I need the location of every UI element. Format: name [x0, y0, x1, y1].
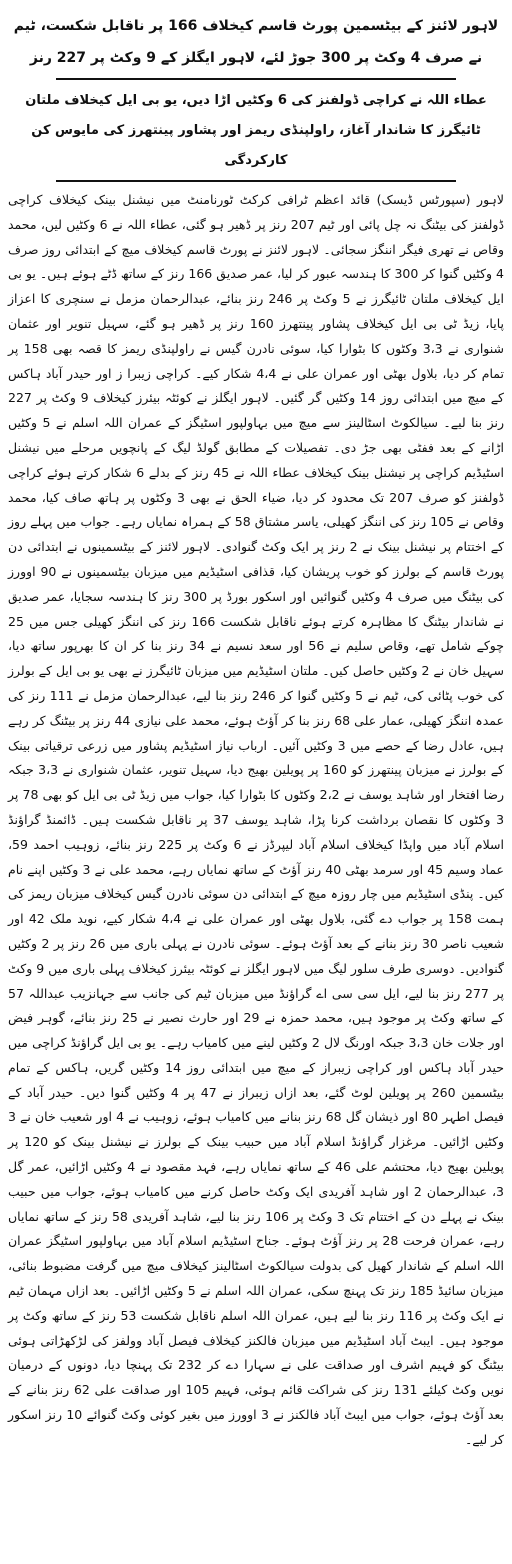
article-headline: لاہور لائنز کے بیٹسمین پورٹ قاسم کیخلاف 166 پر ناقابل شکست، ٹیم نے صرف 4 وکٹ پر 300 جوڑ لئے، لاہور ایگلز کے 9 وکٹ پر 227 رنز: [13, 18, 499, 66]
subhead-divider: [56, 180, 456, 182]
headline-divider: [56, 78, 456, 80]
article-subhead: عطاء اللہ نے کراچی ڈولفنز کی 6 وکٹیں اڑا دیں، یو بی ایل کیخلاف ملتان ٹائیگرز کا شاندار آغاز، راولپنڈی ریمز اور پشاور پینتھرز کی مایوس کن کارکردگی: [25, 93, 487, 168]
article-body: لاہور (سپورٹس ڈیسک) قائد اعظم ٹرافی کرکٹ ٹورنامنٹ میں نیشنل بینک کیخلاف کراچی ڈولفنز کی بیٹنگ نہ چل پائی اور ٹیم 207 رنز پر ڈھیر ہو گئی، عطاء اللہ نے 6 وکٹیں لیں، محمد وقاص نے تھری فیگر اننگز سجائی۔ لاہور لائنز نے پورٹ قاسم کیخلاف میچ کے ابتدائی روز صرف 4 وکٹیں گنوا کر 300 کا ہندسہ عبور کر لیا، عمر صدیق 166 رنز کے ساتھ ڈٹے ہوئے ہیں۔ یو بی ایل کیخلاف ملتان ٹائیگرز نے 5 وکٹ پر 246 رنز بنائے، عبدالرحمان مزمل نے سنچری کا اعزاز پایا، زیڈ ٹی بی ایل کیخلاف پشاور پینتھرز 160 رنز پر ڈھیر ہو گئے، سہیل تنویر اور عثمان شنواری نے 3،3 وکٹوں کا بٹوارا کیا، سوئی نادرن گیس نے راولپنڈی ریمز کا قصہ بھی 158 پر تمام کر دیا، بلاول بھٹی اور عمران علی نے 4،4 شکار کیے۔ کراچی زیبرا ز اور حیدر آباد ہاکس کے میچ میں ابتدائی روز 14 وکٹیں گر گئیں۔ لاہور ایگلز نے کوئٹہ بیئرز کیخلاف 9 وکٹ پر 227 رنز بنا لیے۔ سیالکوٹ اسٹالینز سے میچ میں بہاولپور اسٹیگز کے عمران اللہ اسلم نے 5 وکٹیں اڑانے کے بعد ففٹی بھی جڑ دی۔ تفصیلات کے مطابق گولڈ لیگ کے پانچویں مرحلے میں نیشنل اسٹیڈیم کراچی پر نیشنل بینک کیخلاف عطاء اللہ نے 45 رنز کے بدلے 6 شکار کرتے ہوئے کراچی ڈولفنز کو صرف 207 تک محدود کر دیا، ضیاء الحق نے بھی 3 وکٹوں پر ہاتھ صاف کیا، محمد وقاص نے 105 رنز کی اننگز کھیلی، یاسر مشتاق 58 کے ہمراہ نمایاں رہے۔ جواب میں پہلے روز کے اختتام پر نیشنل بینک نے 2 رنز پر ایک وکٹ گنوادی۔ لاہور لائنز کے بیٹسمینوں نے ابتدائی دن پورٹ قاسم کے بولرز کو خوب پریشان کیا، قذافی اسٹیڈیم میں میزبان بیٹسمینوں نے 90 اوورز کی بیٹنگ میں صرف 4 وکٹیں گنوائیں اور اسکور بورڈ پر 300 رنز کا ہندسہ سجایا، عمر صدیق نے شاندار بیٹنگ کا مظاہرہ کرتے ہوئے ناقابل شکست 166 رنز کی اننگز کھیلی جس میں 25 چوکے شامل تھے، وقاص سلیم نے 56 اور سعد نسیم نے 34 رنز بنا کر ان کا بھرپور ساتھ دیا، سہیل خان نے 2 وکٹیں حاصل کیں۔ ملتان اسٹیڈیم میں میزبان ٹائیگرز نے بھی یو بی ایل کے بولرز کی خوب پٹائی کی، ٹیم نے 5 وکٹیں گنوا کر 246 رنز بنا لیے، عبدالرحمان مزمل نے 111 رنز کی عمدہ اننگز کھیلی، عمار علی 68 رنز بنا کر آؤٹ ہوئے، محمد علی نیازی 44 رنز پر بیٹنگ کر رہے ہیں، عادل رضا کے حصے میں 3 وکٹیں آئیں۔ ارباب نیاز اسٹیڈیم پشاور میں زرعی ترقیاتی بینک کے بولرز نے میزبان پینتھرز کو 160 پر پویلین بھیج دیا، سہیل تنویر، عثمان شنواری نے 3،3 جبکہ رضا افتخار اور شاہد یوسف نے 2،2 وکٹوں کا بٹوارا کیا، جواب میں زیڈ ٹی بی ایل کو بھی 78 پر 3 وکٹوں کا نقصان برداشت کرنا پڑا، شاہد یوسف 37 پر ناقابل شکست ہیں۔ ڈائمنڈ گراؤنڈ اسلام آباد میں واپڈا کیخلاف اسلام آباد لیپرڈز نے 6 وکٹ پر 225 رنز بنائے، زوہیب احمد 59، عماد وسیم 45 اور سرمد بھٹی 40 رنز آؤٹ کے ساتھ نمایاں رہے، محمد علی نے 3 وکٹیں اپنے نام کیں۔ پنڈی اسٹیڈیم میں چار روزہ میچ کے ابتدائی دن سوئی نادرن گیس کیخلاف میزبان ریمز کی ہمت 158 پر جواب دے گئی، بلاول بھٹی اور عمران علی نے 4،4 شکار کیے، نوید ملک 42 اور شعیب ناصر 30 رنز بنانے کے بعد آؤٹ ہوئے۔ سوئی نادرن نے پہلی باری میں 26 رنز پر 2 وکٹیں گنوادیں۔ دوسری طرف سلور لیگ میں لاہور ایگلز نے کوئٹہ بیئرز کیخلاف پہلی باری میں 9 وکٹ پر 277 رنز بنا لیے، ایل سی سی اے گراؤنڈ میں میزبان ٹیم کی جانب سے جہانزیب عبداللہ 57 کے ساتھ وکٹ پر موجود ہیں، محمد حمزہ نے 29 اور حارث نصیر نے 25 رنز بنائے، گوہر فیض اور جلات خان 3،3 جبکہ اورنگ لال 2 وکٹیں لینے میں کامیاب رہے۔ یو بی ایل گراؤنڈ کراچی میں حیدر آباد ہاکس اور کراچی زیبراز کے میچ میں ابتدائی روز 14 وکٹیں گریں، ہاکس کے تمام بیٹسمین 260 پر پویلین لوٹ گئے، بعد ازاں زیبراز نے 47 پر 4 وکٹیں گنوا دیں۔ حیدر آباد کے فیصل اطہر 80 اور ذیشان گل 68 رنز بنانے میں کامیاب ہوئے، زوہیب نے 4 اور شعیب خان نے 3 وکٹیں اڑائیں۔ مرغزار گراؤنڈ اسلام آباد میں حبیب بینک کے بولرز نے نیشنل بینک کو 120 پر پویلین بھیج دیا، محتشم علی 46 کے ساتھ نمایاں رہے، فہد مقصود نے 4 وکٹیں اڑائیں، عمر گل 3، عبدالرحمان 2 اور شاہد آفریدی ایک وکٹ حاصل کرنے میں کامیاب ہوئے، جواب میں حبیب بینک نے پہلے دن کے اختتام تک 3 وکٹ پر 106 رنز بنا لیے، شاہد آفریدی 58 رنز کے ساتھ نمایاں رہے، عمران فرحت 28 پر رنز آؤٹ ہوئے۔ جناح اسٹیڈیم اسلام آباد میں بہاولپور اسٹیگز عمران اللہ اسلم کے شاندار کھیل کی بدولت سیالکوٹ اسٹالینز کیخلاف میچ میں گرفت مضبوط بنائی، میزبان سائیڈ 185 رنز تک پہنچ سکی، عمران اللہ اسلم نے 5 وکٹیں اڑائیں۔ بعد ازاں مہمان ٹیم نے ایک وکٹ پر 116 رنز بنا لیے ہیں، عمران اللہ اسلم ناقابل شکست 53 رنز کے ساتھ وکٹ پر موجود ہیں۔ ایبٹ آباد اسٹیڈیم میں میزبان فالکنز کیخلاف فیصل آباد وولفز کی لڑکھڑاتی ہوئی بیٹنگ کو فہیم اشرف اور صداقت علی نے سہارا دے کر 232 تک پہنچا دیا، دونوں کے درمیان نویں وکٹ کیلئے 131 رنز کی شراکت قائم ہوئی، فہیم 105 اور صداقت علی 62 رنز بنانے کے بعد آؤٹ ہوئے، جواب میں ایبٹ آباد فالکنز نے 3 اوورز میں بغیر کوئی وکٹ گنوائے 10 رنز اسکور کر لیے۔: [8, 192, 505, 1447]
